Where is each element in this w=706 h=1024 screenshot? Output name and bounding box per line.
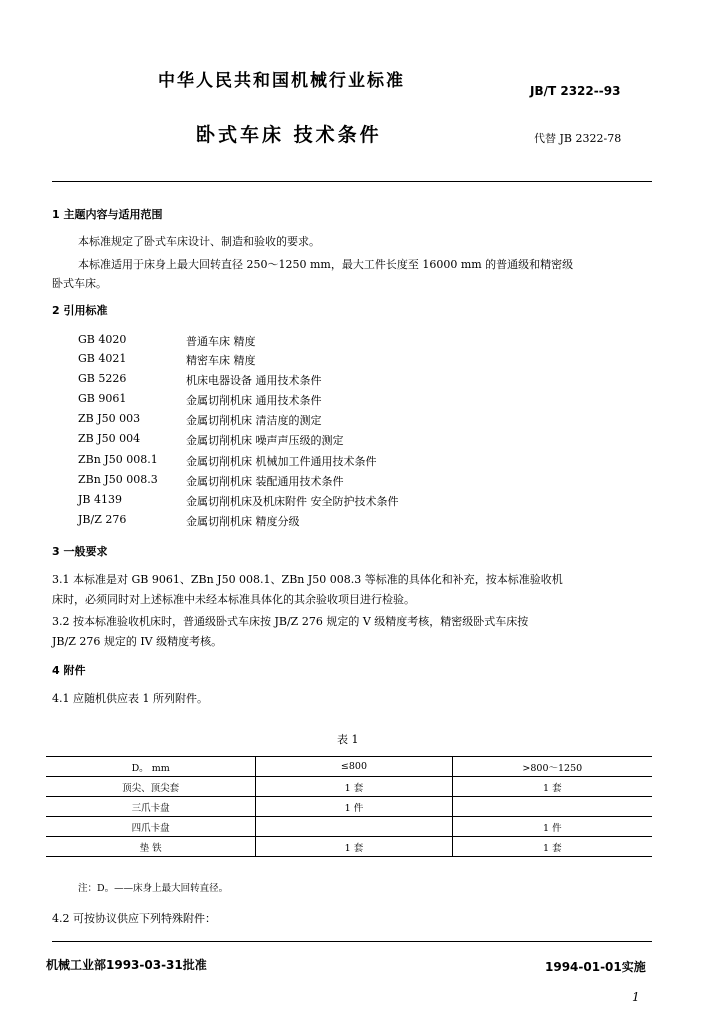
reference-title: 普通车床 精度 [186, 335, 256, 348]
reference-title: 金属切削机床及机床附件 安全防护技术条件 [186, 495, 399, 508]
table-row [46, 817, 652, 837]
accessories-table [46, 756, 652, 857]
section-3-heading: 3 一般要求 [52, 545, 108, 558]
table-cell: 四爪卡盘 [46, 817, 256, 837]
table-cell: 顶尖、顶尖套 [46, 777, 256, 797]
table-cell: 1 套 [256, 837, 452, 857]
page-number: 1 [632, 990, 640, 1004]
reference-title: 机床电器设备 通用技术条件 [186, 374, 322, 387]
footer-rule [52, 941, 652, 942]
standard-code: JB/T 2322--93 [530, 84, 621, 98]
reference-title: 金属切削机床 机械加工件通用技术条件 [186, 455, 377, 468]
table-header-cell: D。 mm [46, 757, 256, 777]
reference-code: GB 4021 [78, 352, 127, 365]
reference-code: ZB J50 003 [78, 412, 141, 425]
table-header-cell: >800～1250 [452, 757, 652, 777]
effective-date: 1994-01-01实施 [545, 960, 646, 974]
reference-title: 金属切削机床 通用技术条件 [186, 394, 322, 407]
section-4-heading: 4 附件 [52, 664, 86, 677]
clause-3-1: 3.1 本标准是对 GB 9061、ZBn J50 008.1、ZBn J50 008.3 等标准的具体化和补充，按本标准验收机 [52, 573, 563, 586]
reference-code: GB 9061 [78, 392, 127, 405]
table-row [46, 797, 652, 817]
table-cell: 垫 铁 [46, 837, 256, 857]
clause-4-1: 4.1 应随机供应表 1 所列附件。 [52, 692, 208, 705]
table-cell: 1 套 [452, 777, 652, 797]
approval-date: 机械工业部1993-03-31批准 [46, 958, 207, 972]
section-1-para-2: 本标准适用于床身上最大回转直径 250～1250 mm，最大工件长度至 16000 mm 的普通级和精密级 [78, 258, 574, 271]
table-header-row [46, 757, 652, 777]
replaces-note: 代替 JB 2322-78 [534, 132, 622, 145]
clause-3-2-cont: JB/Z 276 规定的 IV 级精度考核。 [52, 635, 223, 648]
section-2-heading: 2 引用标准 [52, 304, 108, 317]
standard-org-title: 中华人民共和国机械行业标准 [158, 71, 405, 91]
reference-title: 精密车床 精度 [186, 354, 256, 367]
document-title: 卧式车床 技术条件 [196, 124, 382, 146]
table-row [46, 837, 652, 857]
reference-code: ZBn J50 008.1 [78, 453, 158, 466]
header-rule [52, 181, 652, 182]
table-header-cell: ≤800 [256, 757, 452, 777]
table-cell [256, 817, 452, 837]
table-cell: 1 件 [256, 797, 452, 817]
table-cell: 三爪卡盘 [46, 797, 256, 817]
reference-code: ZBn J50 008.3 [78, 473, 158, 486]
reference-code: GB 4020 [78, 333, 127, 346]
clause-3-2: 3.2 按本标准验收机床时，普通级卧式车床按 JB/Z 276 规定的 V 级精度考核，精密级卧式车床按 [52, 615, 529, 628]
table-note: 注：D。——床身上最大回转直径。 [78, 883, 229, 894]
reference-code: GB 5226 [78, 372, 127, 385]
table-cell: 1 件 [452, 817, 652, 837]
clause-4-2: 4.2 可按协议供应下列特殊附件： [52, 912, 216, 925]
section-1-para-1: 本标准规定了卧式车床设计、制造和验收的要求。 [78, 235, 320, 248]
table-cell [452, 797, 652, 817]
reference-code: JB 4139 [78, 493, 122, 506]
section-1-para-2-cont: 卧式车床。 [52, 277, 107, 290]
reference-title: 金属切削机床 清洁度的测定 [186, 414, 322, 427]
clause-3-1-cont: 床时，必须同时对上述标准中未经本标准具体化的其余验收项目进行检验。 [52, 593, 415, 606]
section-1-heading: 1 主题内容与适用范围 [52, 208, 163, 221]
reference-title: 金属切削机床 精度分级 [186, 515, 300, 528]
table-cell: 1 套 [452, 837, 652, 857]
reference-code: JB/Z 276 [78, 513, 127, 526]
table-cell: 1 套 [256, 777, 452, 797]
reference-title: 金属切削机床 噪声声压级的测定 [186, 434, 344, 447]
reference-title: 金属切削机床 装配通用技术条件 [186, 475, 344, 488]
table-row [46, 777, 652, 797]
reference-code: ZB J50 004 [78, 432, 141, 445]
table-caption: 表 1 [337, 733, 359, 746]
